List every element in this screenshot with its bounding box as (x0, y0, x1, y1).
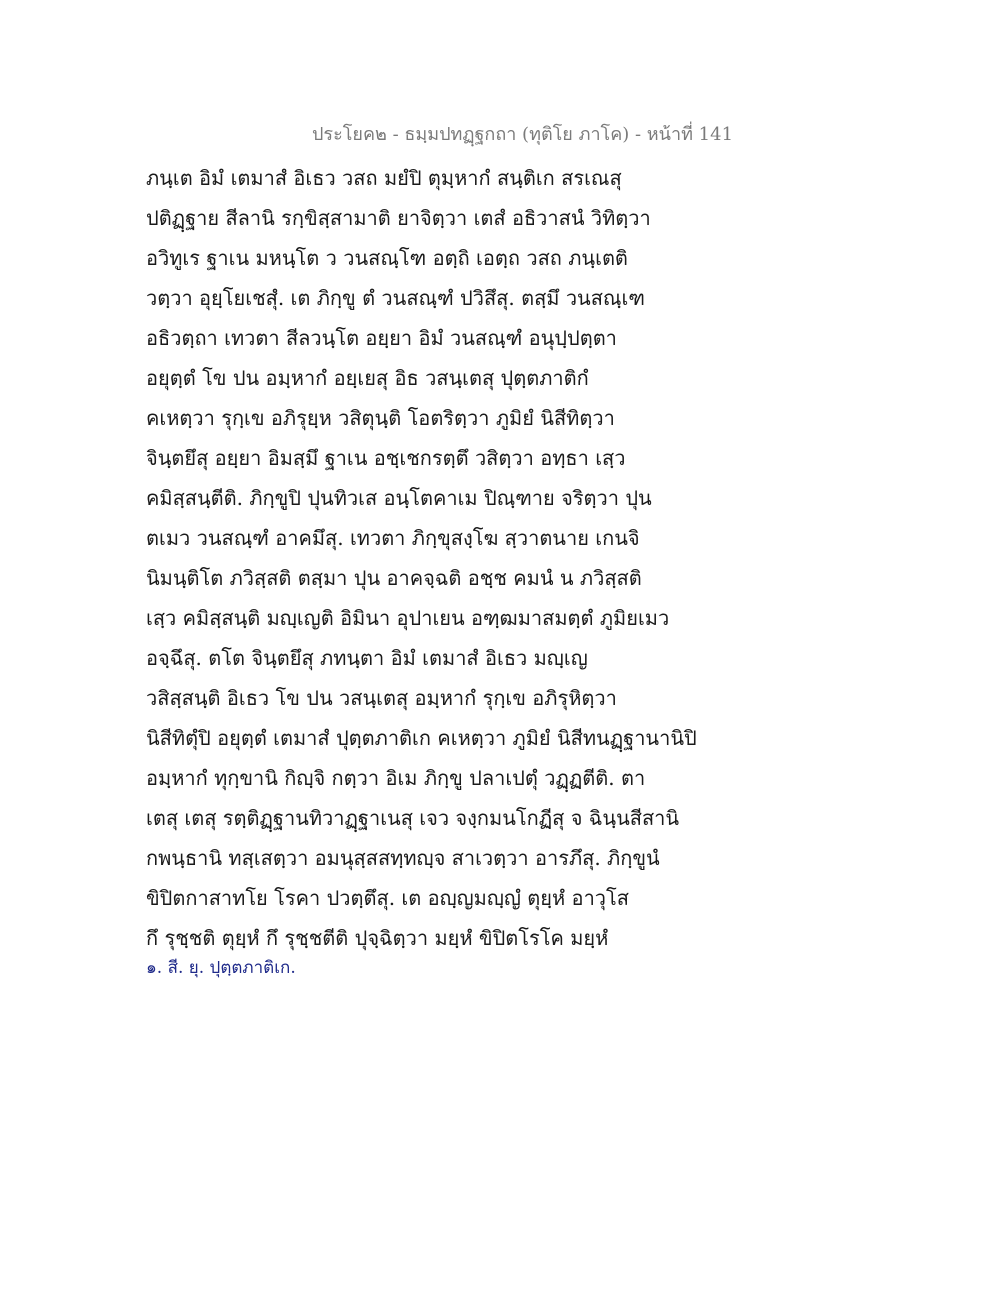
text-line: อมฺหากํ ทุกฺขานิ กิญฺจิ กตฺวา อิเม ภิกฺขู ปลาเปตุํ วฏฺฏตีติ. ตา (146, 766, 646, 790)
text-line: วตฺวา อุยฺโยเชสุํ. เต ภิกฺขู ตํ วนสณฺฑํ ปวิสึสุ. ตสฺมึ วนสณฺเฑ (146, 286, 645, 310)
text-line: นิสีทิตุํปิ อยุตฺตํ เตมาสํ ปุตฺตภาติเก คเหตฺวา ภูมิยํ นิสีทนฏฺฐานานิปิ (146, 726, 697, 750)
text-line: ภนฺเต อิมํ เตมาสํ อิเธว วสถ มยํปิ ตุมฺหากํ สนฺติเก สรเณสุ (146, 166, 622, 190)
text-line: กึ รุชฺชติ ตุยฺหํ กึ รุชฺชตีติ ปุจฺฉิตฺวา มยฺหํ ขิปิตโรโค มยฺหํ (146, 926, 609, 950)
text-line: เตสุ เตสุ รตฺติฏฺฐานทิวาฏฺฐาเนสุ เจว จงฺกมนโกฏีสุ จ ฉินฺนสีสานิ (146, 806, 680, 830)
text-line: ปติฏฺฐาย สีลานิ รกฺขิสฺสามาติ ยาจิตฺวา เตสํ อธิวาสนํ วิทิตฺวา (146, 206, 651, 230)
footnote: ๑. สี. ยุ. ปุตฺตภาติเก. (146, 958, 296, 978)
text-line: อยุตฺตํ โข ปน อมฺหากํ อยฺเยสุ อิธ วสนฺเตสุ ปุตฺตภาติกํ (146, 366, 589, 390)
text-line: ขิปิตกาสาทโย โรคา ปวตฺตึสุ. เต อญฺญมญฺญํ ตุยฺหํ อาวุโส (146, 886, 629, 910)
text-line: อวิทูเร ฐาเน มหนฺโต ว วนสณฺโฑ อตฺถิ เอตฺถ วสถ ภนฺเตติ (146, 246, 628, 270)
text-line: อจฺฉึสุ. ตโต จินฺตยึสุ ภทนฺตา อิมํ เตมาสํ อิเธว มญฺเญ (146, 646, 588, 670)
text-line: นิมนฺติโต ภวิสฺสติ ตสฺมา ปุน อาคจฺฉติ อชฺช คมนํ น ภวิสฺสติ (146, 566, 642, 590)
text-line: คเหตฺวา รุกฺเข อภิรุยฺห วสิตุนฺติ โอตริตฺวา ภูมิยํ นิสีทิตฺวา (146, 406, 615, 430)
text-line: อธิวตฺถา เทวตา สีลวนฺโต อยฺยา อิมํ วนสณฺฑํ อนุปฺปตฺตา (146, 326, 617, 350)
text-line: กพนฺธานิ ทสฺเสตฺวา อมนุสฺสสทฺทญฺจ สาเวตฺวา อารภึสุ. ภิกฺขูนํ (146, 846, 660, 870)
text-line: ตเมว วนสณฺฑํ อาคมึสุ. เทวตา ภิกฺขุสงฺโฆ สฺวาตนาย เกนจิ (146, 526, 640, 550)
text-line: คมิสฺสนฺตีติ. ภิกฺขูปิ ปุนทิวเส อนฺโตคาเม ปิณฺฑาย จริตฺวา ปุน (146, 486, 652, 510)
text-line: วสิสฺสนฺติ อิเธว โข ปน วสนฺเตสุ อมฺหากํ รุกฺเข อภิรุหิตฺวา (146, 686, 617, 710)
running-header: ประโยค๒ - ธมฺมปทฏฺฐกถา (ทุติโย ภาโค) - หน้าที่ 141 (312, 124, 734, 145)
text-line: จินฺตยึสุ อยฺยา อิมสฺมึ ฐาเน อชฺเชกรตฺตึ วสิตฺวา อทฺธา เสฺว (146, 446, 626, 470)
text-line: เสฺว คมิสฺสนฺติ มญฺเญติ อิมินา อุปาเยน อฑฺฒมาสมตฺตํ ภูมิยเมว (146, 606, 670, 630)
body-text (146, 158, 706, 958)
